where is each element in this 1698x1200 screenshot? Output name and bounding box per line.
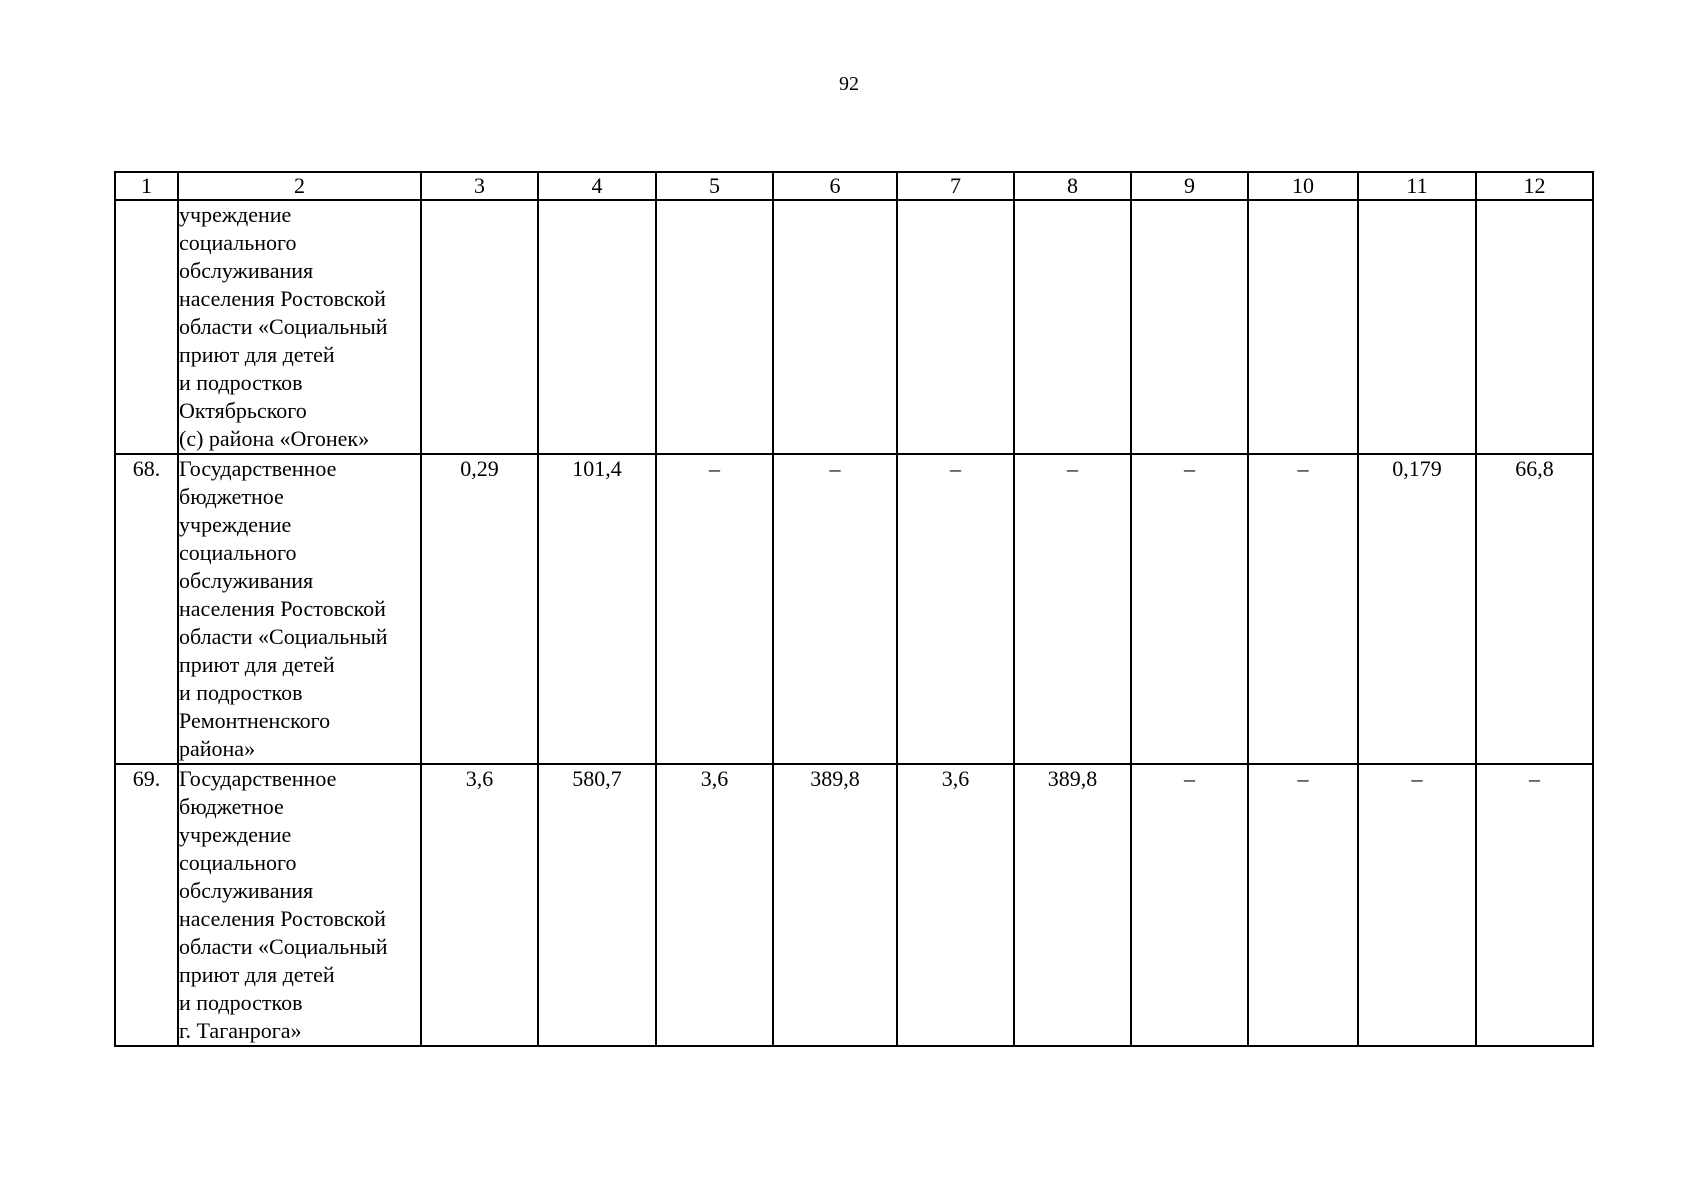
value-cell: 580,7 [538,764,656,1046]
name-line: обслуживания [179,258,314,283]
value-cell: 3,6 [897,764,1014,1046]
column-header: 1 [115,172,178,200]
name-line: и подростков [179,680,303,705]
name-line: населения Ростовской [179,906,386,931]
row-number: 68. [115,454,178,764]
value-cell [1358,200,1476,454]
value-cell: 389,8 [773,764,897,1046]
name-line: приют для детей [179,652,335,677]
value-cell [1476,200,1593,454]
name-line: и подростков [179,990,303,1015]
column-header: 8 [1014,172,1131,200]
name-line: бюджетное [179,794,284,819]
name-line: Ремонтненского [179,708,331,733]
name-line: области «Социальный [179,934,388,959]
value-cell [897,200,1014,454]
name-line: области «Социальный [179,314,388,339]
column-header: 12 [1476,172,1593,200]
value-cell: 3,6 [656,764,773,1046]
name-line: учреждение [179,512,292,537]
name-line: населения Ростовской [179,596,386,621]
column-header: 7 [897,172,1014,200]
column-header: 10 [1248,172,1358,200]
value-cell: 0,179 [1358,454,1476,764]
value-cell: – [1131,454,1248,764]
value-cell: – [773,454,897,764]
name-line: бюджетное [179,484,284,509]
value-cell [1014,200,1131,454]
value-cell: – [1248,764,1358,1046]
institution-name [178,200,421,454]
name-line: Октябрьского [179,398,307,423]
name-line: г. Таганрога» [179,1018,302,1043]
name-line: (с) района «Огонек» [179,426,370,451]
value-cell: – [897,454,1014,764]
institution-name [178,454,421,764]
value-cell: – [1358,764,1476,1046]
name-line: социального [179,540,297,565]
name-line: населения Ростовской [179,286,386,311]
value-cell [656,200,773,454]
name-line: обслуживания [179,878,314,903]
name-line: учреждение [179,202,292,227]
name-line: учреждение [179,822,292,847]
value-cell: – [656,454,773,764]
institution-name [178,764,421,1046]
table-row [115,200,1593,454]
column-header: 11 [1358,172,1476,200]
name-line: Государственное [179,766,337,791]
name-line: района» [179,736,256,761]
column-header: 5 [656,172,773,200]
header-row [115,172,1593,200]
name-line: обслуживания [179,568,314,593]
name-line: приют для детей [179,342,335,367]
value-cell [773,200,897,454]
column-header: 6 [773,172,897,200]
value-cell [1248,200,1358,454]
name-line: социального [179,230,297,255]
value-cell: – [1014,454,1131,764]
value-cell: 66,8 [1476,454,1593,764]
column-header: 2 [178,172,421,200]
value-cell [421,200,538,454]
name-line: приют для детей [179,962,335,987]
value-cell: 101,4 [538,454,656,764]
name-line: области «Социальный [179,624,388,649]
page-number: 92 [839,73,859,95]
row-number: 69. [115,764,178,1046]
name-line: социального [179,850,297,875]
value-cell: – [1476,764,1593,1046]
table-row [115,454,1593,764]
value-cell: – [1248,454,1358,764]
column-header: 3 [421,172,538,200]
value-cell: – [1131,764,1248,1046]
data-table [114,171,1594,1047]
value-cell: 0,29 [421,454,538,764]
name-line: Государственное [179,456,337,481]
value-cell: 389,8 [1014,764,1131,1046]
value-cell: 3,6 [421,764,538,1046]
column-header: 9 [1131,172,1248,200]
row-number [115,200,178,454]
value-cell [1131,200,1248,454]
name-line: и подростков [179,370,303,395]
value-cell [538,200,656,454]
table-row [115,764,1593,1046]
column-header: 4 [538,172,656,200]
